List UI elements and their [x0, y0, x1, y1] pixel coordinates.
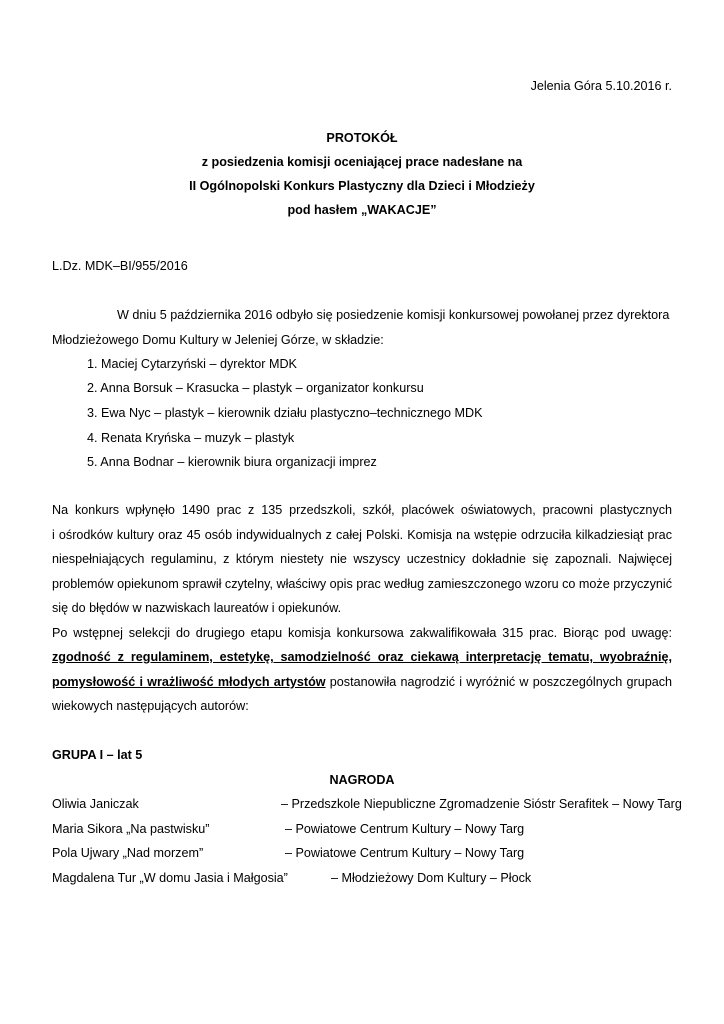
paragraph-1-line: i ośrodków kultury oraz 45 osób indywidualnych z całej Polski. Komisja na wstępie odrzuciła kilkadziesiąt prac [52, 528, 672, 542]
winner-name: Maria Sikora „Na pastwisku” [52, 822, 210, 836]
paragraph-2-line-1: Po wstępnej selekcji do drugiego etapu komisja konkursowa zakwalifikowała 315 prac. Biorąc pod uwagę: [52, 626, 672, 640]
intro-line-1: W dniu 5 października 2016 odbyło się posiedzenie komisji konkursowej powołanej przez dyrektora [117, 308, 670, 322]
committee-member: 3. Ewa Nyc – plastyk – kierownik działu plastyczno–technicznego MDK [87, 406, 483, 420]
place-date: Jelenia Góra 5.10.2016 r. [530, 79, 672, 93]
subtitle-line-3: pod hasłem „WAKACJE” [287, 203, 437, 217]
paragraph-2-rest: postanowiła nagrodzić i wyróżnić w poszczególnych grupach [325, 675, 673, 689]
committee-member: 1. Maciej Cytarzyński – dyrektor MDK [87, 357, 297, 371]
subtitle-line-2: II Ogólnopolski Konkurs Plastyczny dla Dzieci i Młodzieży [189, 179, 535, 193]
committee-member: 5. Anna Bodnar – kierownik biura organizacji imprez [87, 455, 377, 469]
paragraph-1-line: problemów opiekunom sprawił czytelny, właściwy opis prac według zamieszczonego wzoru co może przyczynić [52, 577, 672, 591]
group-title: GRUPA I – lat 5 [52, 748, 143, 762]
winner-institution: – Powiatowe Centrum Kultury – Nowy Targ [285, 822, 525, 836]
award-heading: NAGRODA [329, 773, 395, 787]
paragraph-2-last-line: wiekowych następujących autorów: [52, 699, 249, 713]
winner-institution: – Przedszkole Niepubliczne Zgromadzenie Sióstr Serafitek – Nowy Targ [281, 797, 682, 811]
committee-member: 2. Anna Borsuk – Krasucka – plastyk – organizator konkursu [87, 381, 424, 395]
reference-number: L.Dz. MDK–BI/955/2016 [52, 259, 188, 273]
winner-institution: – Młodzieżowy Dom Kultury – Płock [331, 871, 532, 885]
paragraph-1-last-line: się do błędów w nazwiskach laureatów i opiekunów. [52, 601, 342, 615]
paragraph-2-line-3 [52, 674, 672, 690]
subtitle-line-1: z posiedzenia komisji oceniającej prace nadesłane na [201, 155, 523, 169]
paragraph-1-line: Na konkurs wpłynęło 1490 prac z 135 przedszkoli, szkół, placówek oświatowych, pracowni plastycznych [52, 503, 672, 517]
evaluation-criteria: zgodność z regulaminem, estetykę, samodzielność oraz ciekawą interpretację tematu, wyobraźnię, [52, 650, 672, 664]
committee-member: 4. Renata Kryńska – muzyk – plastyk [87, 431, 295, 445]
intro-line-2: Młodzieżowego Domu Kultury w Jeleniej Górze, w składzie: [52, 333, 384, 347]
winner-name: Pola Ujwary „Nad morzem” [52, 846, 204, 860]
document-title: PROTOKÓŁ [326, 131, 398, 145]
evaluation-criteria-cont: pomysłowość i wrażliwość młodych artystów [52, 675, 326, 689]
winner-institution: – Powiatowe Centrum Kultury – Nowy Targ [285, 846, 525, 860]
winner-name: Magdalena Tur „W domu Jasia i Małgosia” [52, 871, 288, 885]
paragraph-1-line: niespełniających regulaminu, z którym niestety nie wszyscy uczestnicy dokładnie się zapoznali. Najwięcej [52, 552, 672, 566]
winner-name: Oliwia Janiczak [52, 797, 139, 811]
